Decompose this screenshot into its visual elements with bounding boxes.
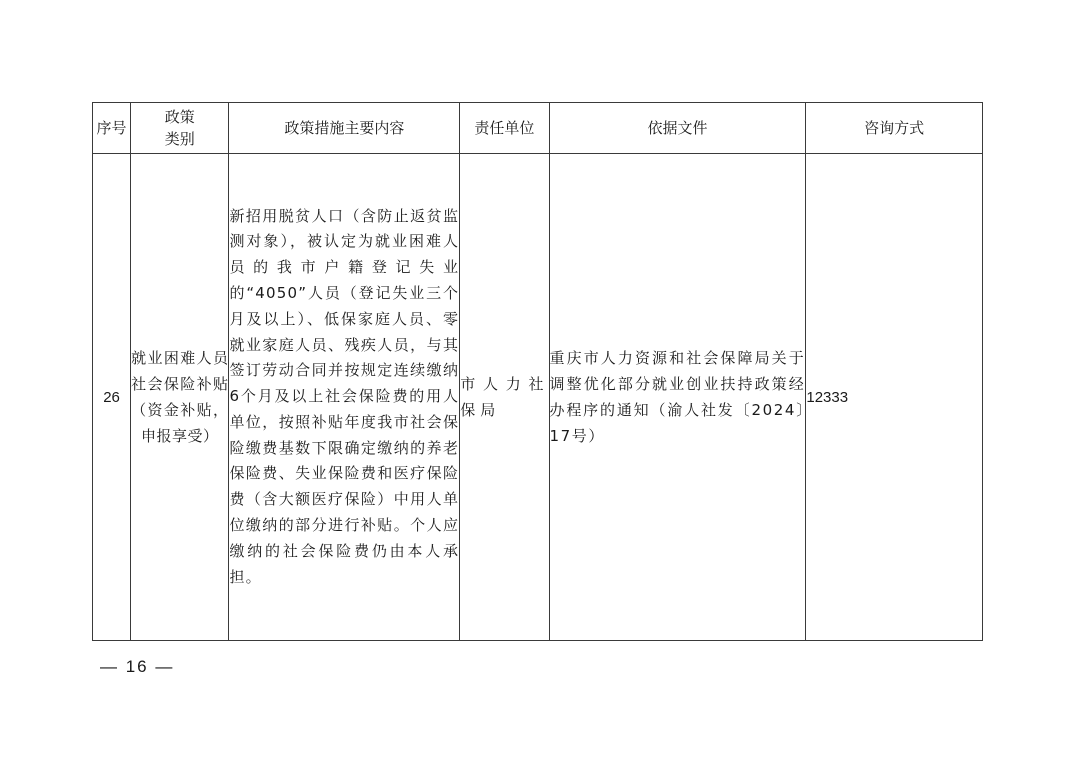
document-text: 重庆市人力资源和社会保障局关于调整优化部分就业创业扶持政策经办程序的通知（渝人社发〔2024〕17号） <box>549 349 806 445</box>
cell-category <box>131 154 229 641</box>
content-text: 新招用脱贫人口（含防止返贫监测对象），被认定为就业困难人员的我市户籍登记失业的“4050”人员（登记失业三个月及以上）、低保家庭人员、零就业家庭人员、残疾人员，与其签订劳动合同并按规定连续缴纳6个月及以上社会保险费的用人单位，按照补贴年度我市社会保险缴费基数下限确定缴纳的养老保险费、失业保险费和医疗保险费（含大额医疗保险）中用人单位缴纳的部分进行补贴。个人应缴纳的社会保险费仍由本人承担。 <box>229 206 460 586</box>
header-category <box>131 103 229 154</box>
department-text: 市人力社保局 <box>460 375 549 419</box>
header-department: 责任单位 <box>460 103 549 154</box>
header-category-line2: 类别 <box>164 130 195 148</box>
header-document: 依据文件 <box>549 103 806 154</box>
header-content: 政策措施主要内容 <box>229 103 460 154</box>
page-number: — 16 — <box>100 657 175 676</box>
cell-content <box>229 154 460 641</box>
header-seq: 序号 <box>93 103 131 154</box>
header-category-line1: 政策 <box>164 108 195 126</box>
category-text: 就业困难人员社会保险补贴（资金补贴，申报享受） <box>131 349 229 445</box>
table-header-row <box>93 103 983 154</box>
cell-department <box>460 154 549 641</box>
cell-document <box>549 154 806 641</box>
header-contact: 咨询方式 <box>806 103 983 154</box>
policy-table <box>92 102 983 641</box>
cell-seq: 26 <box>93 154 131 641</box>
cell-contact: 12333 <box>806 154 983 641</box>
table-row <box>93 154 983 641</box>
